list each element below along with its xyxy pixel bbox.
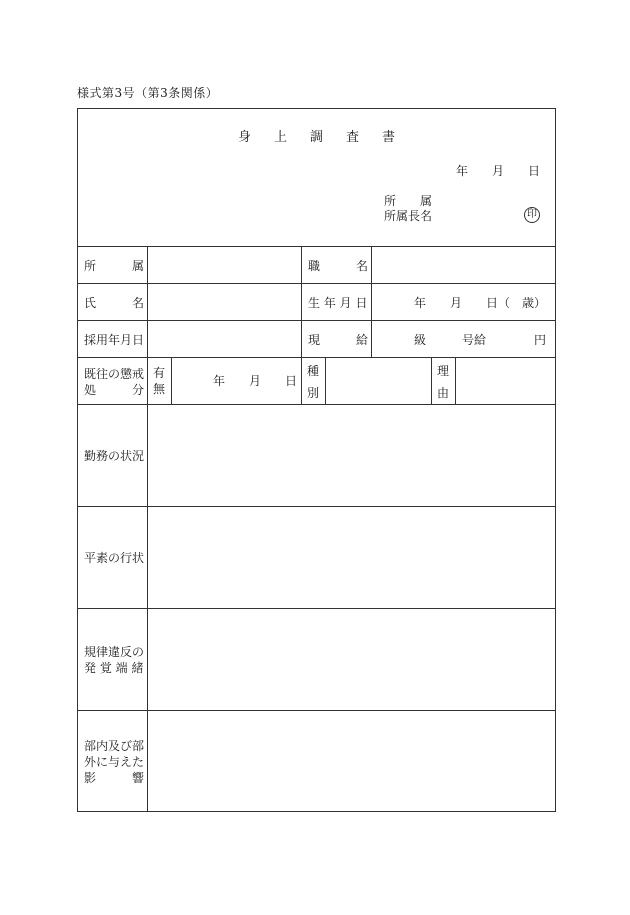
row-divider [77,506,556,507]
title-char: 調 [310,130,324,145]
discipline-type-top: 種 [307,364,320,378]
header-date-day: 日 [528,164,541,178]
affiliation-label: 所 属 [84,259,145,273]
birth-date-label: 生 年 月 日 [308,296,368,310]
row-divider [77,320,556,321]
row-divider [77,246,556,247]
header-date-year: 年 [456,164,469,178]
header-date-month: 月 [492,164,505,178]
row-divider [77,710,556,711]
birth-day: 日（ [486,296,511,310]
discipline-year: 年 [213,374,226,388]
title-char: 書 [382,130,396,145]
row-divider [77,608,556,609]
title-char: 身 [238,130,252,145]
post-label: 職 名 [308,259,369,273]
discipline-reason-top: 理 [437,364,450,378]
discipline-presence-yes: 有 [153,366,166,380]
age: 歳） [522,296,547,310]
impact-label-line1: 部内及び部 [84,739,145,753]
impact-label-line3: 影 響 [84,771,145,785]
salary-grade: 級 [414,333,427,347]
header-head-name-label: 所属長名 [384,209,433,223]
title-char: 査 [346,130,360,145]
survey-form-frame [77,108,556,812]
row-divider [77,283,556,284]
form-caption: 様式第3号（第3条関係） [77,86,219,100]
discipline-month: 月 [249,374,262,388]
column-divider [147,246,148,812]
header-affiliation-label: 所 属 [384,194,433,208]
salary-label: 現 給 [308,333,369,347]
salary-yen: 円 [534,333,547,347]
violation-label-line2: 発 覚 端 緒 [84,661,144,675]
birth-year: 年 [414,296,427,310]
column-divider [171,357,172,404]
form-title [238,131,418,145]
row-divider [77,404,556,405]
conduct-label: 平素の行状 [84,551,145,565]
discipline-label-line1: 既往の懲戒 [84,367,145,381]
hire-date-label: 採用年月日 [84,333,145,347]
row-divider [77,357,556,358]
name-label: 氏 名 [84,296,145,310]
birth-month: 月 [450,296,463,310]
salary-step: 号給 [462,333,487,347]
column-divider [455,357,456,404]
discipline-label-line2: 処 分 [84,383,145,397]
discipline-reason-bottom: 由 [437,386,450,400]
discipline-presence-no: 無 [153,382,166,396]
title-char: 上 [274,130,288,145]
discipline-day: 日 [285,374,298,388]
impact-label-line2: 外に与えた [84,755,145,769]
service-status-label: 勤務の状況 [84,449,145,463]
column-divider [431,357,432,404]
column-divider [371,246,372,357]
discipline-type-bottom: 別 [307,386,320,400]
column-divider [301,246,302,404]
seal-mark: 印 [524,207,540,223]
column-divider [325,357,326,404]
violation-label-line1: 規律違反の [84,645,145,659]
